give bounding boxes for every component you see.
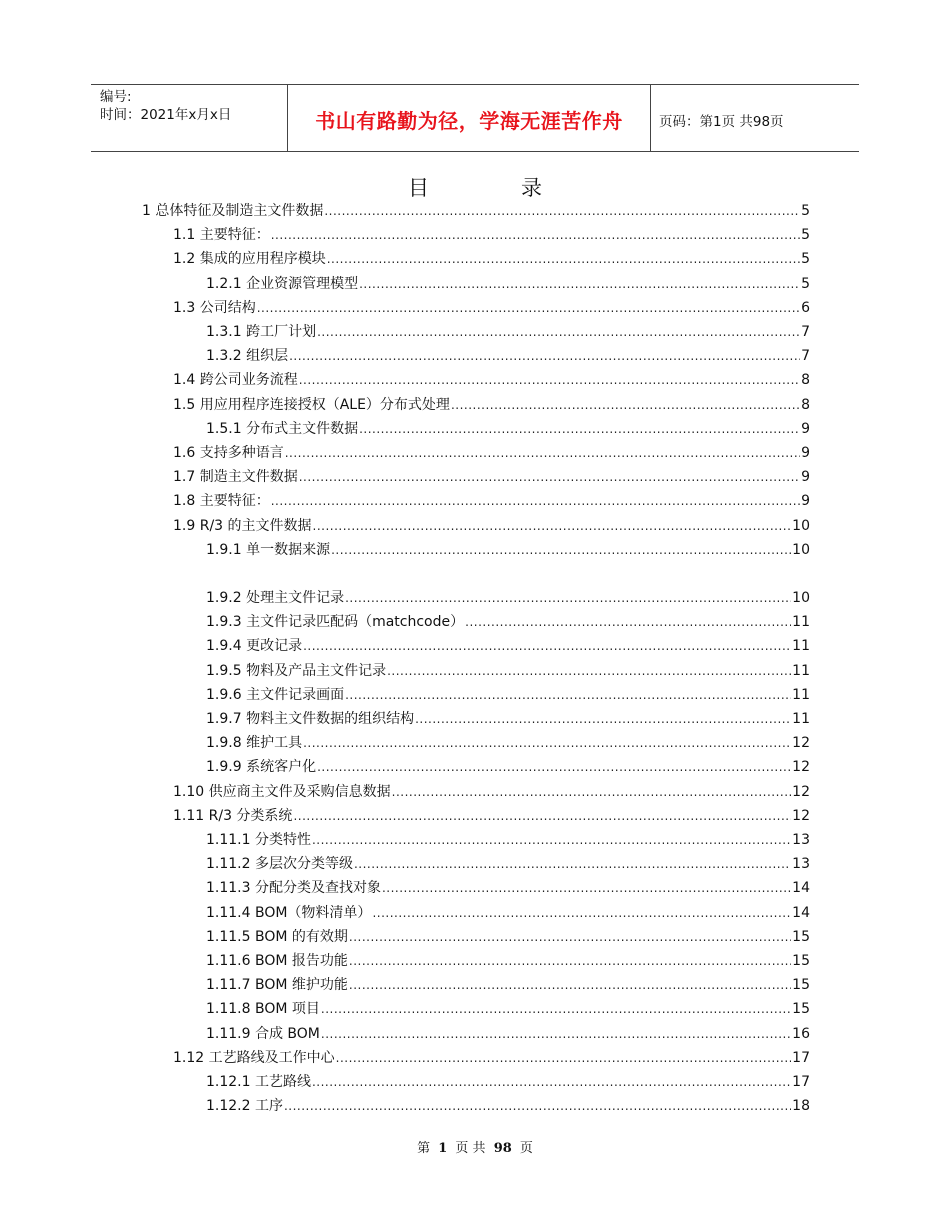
toc-entry-title: 1.11.9 合成 BOM [206, 1025, 320, 1042]
toc-entry-page: 9 [801, 493, 810, 510]
toc-entry-page: 13 [792, 856, 810, 873]
toc-entry-page: 14 [792, 904, 810, 921]
toc-entry-title: 1.5 用应用程序连接授权（ALE）分布式处理 [173, 396, 450, 413]
toc-entry-page: 11 [792, 686, 810, 703]
toc-entry-title: 1.3.1 跨工厂计划 [206, 324, 317, 340]
toc-dot-leader [312, 1073, 791, 1091]
toc-entry[interactable] [206, 587, 810, 607]
toc-entry-title: 1.9.4 更改记录 [206, 638, 303, 655]
toc-entry[interactable] [206, 902, 810, 922]
toc-entry[interactable] [173, 466, 810, 486]
toc-dot-leader [336, 1049, 792, 1067]
toc-entry-page: 5 [801, 227, 810, 244]
toc-entry-page: 14 [792, 880, 810, 897]
toc-dot-leader [303, 734, 791, 752]
toc-entry-page: 15 [792, 977, 810, 994]
toc-entry[interactable] [173, 490, 810, 510]
toc-entry-page: 16 [792, 1025, 810, 1042]
toc-entry-title: 1.2 集成的应用程序模块 [173, 251, 326, 268]
toc-entry[interactable] [206, 418, 810, 438]
toc-entry[interactable] [206, 877, 810, 897]
toc-entry-title: 1.9.3 主文件记录匹配码（matchcode） [206, 614, 465, 631]
toc-entry-title: 1.9 R/3 的主文件数据 [173, 517, 312, 534]
toc-dot-leader [382, 879, 791, 897]
toc-dot-leader [271, 492, 800, 510]
toc-entry-page: 7 [801, 324, 810, 340]
toc-entry-page: 9 [801, 469, 810, 486]
page-info: 页码：第1页 共98页 [659, 114, 784, 130]
toc-dot-leader [392, 783, 792, 801]
toc-entry-title: 1.12 工艺路线及工作中心 [173, 1049, 335, 1066]
toc-dot-leader [313, 517, 792, 535]
toc-entry[interactable] [173, 1047, 810, 1067]
toc-dot-leader [321, 1000, 791, 1018]
toc-entry[interactable] [206, 321, 810, 341]
toc-dot-leader [372, 904, 791, 922]
date-label: 时间：2021年x月x日 [100, 107, 232, 123]
toc-entry-page: 17 [792, 1049, 810, 1066]
serial-number-label: 编号: [100, 89, 132, 105]
toc-entry-title: 1.5.1 分布式主文件数据 [206, 420, 359, 437]
toc-dot-leader [324, 202, 800, 220]
footer-prefix: 第 [417, 1141, 431, 1156]
toc-entry-title: 1.9.5 物料及产品主文件记录 [206, 662, 387, 679]
toc-entry-page: 11 [792, 638, 810, 655]
toc-dot-leader [317, 758, 791, 776]
toc-title-char-1: 目 [408, 176, 429, 200]
toc-entry[interactable] [206, 926, 810, 946]
toc-entry-title: 1.3.2 组织层 [206, 348, 289, 365]
toc-entry-title: 1.4 跨公司业务流程 [173, 372, 298, 389]
toc-entry-title: 1.11.2 多层次分类等级 [206, 856, 353, 873]
toc-entry-title: 1.1 主要特征： [173, 227, 270, 244]
toc-entry[interactable] [206, 345, 810, 365]
toc-entry-page: 15 [792, 928, 810, 945]
toc-entry-title: 1.11.1 分类特性 [206, 832, 311, 848]
toc-entry-title: 1.9.1 单一数据来源 [206, 541, 331, 558]
toc-entry-title: 1.8 主要特征： [173, 493, 270, 510]
toc-entry[interactable] [206, 950, 810, 970]
toc-dot-leader [349, 928, 791, 946]
toc-dot-leader [257, 299, 800, 317]
toc-dot-leader [451, 396, 800, 414]
toc-entry-title: 1.9.2 处理主文件记录 [206, 590, 345, 606]
toc-dot-leader [345, 589, 791, 607]
toc-dot-leader [331, 541, 791, 559]
toc-entry-page: 10 [792, 541, 810, 558]
toc-entry[interactable] [206, 732, 810, 752]
toc-entry-page: 10 [792, 590, 810, 606]
toc-entry[interactable] [173, 805, 810, 825]
toc-entry-title: 1.11 R/3 分类系统 [173, 807, 293, 824]
toc-entry-title: 1.9.6 主文件记录画面 [206, 686, 345, 703]
toc-dot-leader [387, 662, 791, 680]
toc-dot-leader [327, 250, 800, 268]
toc-entry-title: 1.7 制造主文件数据 [173, 469, 298, 486]
toc-dot-leader [285, 444, 800, 462]
toc-entry-page: 17 [792, 1074, 810, 1090]
toc-entry[interactable] [206, 611, 810, 631]
toc-entry[interactable] [206, 829, 810, 849]
toc-entry-page: 12 [792, 807, 810, 824]
toc-dot-leader [317, 323, 800, 341]
toc-entry-page: 7 [801, 348, 810, 365]
toc-entry-page: 8 [801, 372, 810, 389]
toc-entry-title: 1.11.4 BOM（物料清单） [206, 904, 372, 921]
toc-entry-page: 11 [792, 711, 810, 727]
toc-entry[interactable] [173, 442, 810, 462]
toc-entry[interactable] [206, 974, 810, 994]
toc-dot-leader [299, 468, 800, 486]
toc-dot-leader [299, 371, 800, 389]
footer-page-number: 1 [438, 1141, 448, 1156]
toc-entry[interactable] [173, 515, 810, 535]
toc-entry-title: 1.11.3 分配分类及查找对象 [206, 880, 381, 897]
toc-dot-leader [349, 952, 791, 970]
toc-dot-leader [289, 347, 800, 365]
toc-entry-title: 1.12.1 工艺路线 [206, 1074, 311, 1090]
toc-entry-page: 12 [792, 783, 810, 800]
toc-dot-leader [284, 1097, 791, 1115]
toc-dot-leader [359, 420, 800, 438]
toc-entry[interactable] [173, 248, 810, 268]
toc-entry-title: 1.11.7 BOM 维护功能 [206, 977, 348, 994]
toc-entry-page: 12 [792, 759, 810, 776]
toc-dot-leader [349, 976, 791, 994]
toc-dot-leader [354, 855, 791, 873]
toc-entry-page: 11 [792, 662, 810, 679]
toc-entry-page: 5 [801, 275, 810, 292]
toc-entry-title: 1.10 供应商主文件及采购信息数据 [173, 783, 391, 800]
toc-entry[interactable] [173, 369, 810, 389]
toc-entry-title: 1.11.6 BOM 报告功能 [206, 953, 348, 969]
toc-entry[interactable] [206, 1023, 810, 1043]
toc-entry-title: 1.3 公司结构 [173, 299, 256, 316]
toc-entry[interactable] [206, 756, 810, 776]
toc-entry-title: 1.2.1 企业资源管理模型 [206, 275, 359, 292]
toc-entry[interactable] [173, 394, 810, 414]
toc-entry[interactable] [173, 224, 810, 244]
toc-dot-leader [359, 275, 800, 293]
toc-entry[interactable] [206, 1071, 810, 1091]
toc-entry-page: 11 [792, 614, 810, 631]
footer-total-pages: 98 [493, 1141, 512, 1156]
toc-entry[interactable] [173, 297, 810, 317]
toc-entry[interactable] [206, 635, 810, 655]
toc-entry[interactable] [206, 539, 810, 559]
toc-entry-title: 1 总体特征及制造主文件数据 [142, 203, 324, 219]
toc-dot-leader [303, 637, 791, 655]
footer-suffix: 页 [519, 1141, 533, 1156]
toc-entry-title: 1.9.8 维护工具 [206, 735, 303, 752]
toc-entry-page: 15 [792, 953, 810, 969]
toc-entry-page: 9 [801, 420, 810, 437]
toc-entry-page: 9 [801, 445, 810, 461]
toc-entry[interactable] [206, 660, 810, 680]
toc-dot-leader [312, 831, 791, 849]
toc-dot-leader [271, 226, 800, 244]
toc-entry-title: 1.12.2 工序 [206, 1098, 283, 1115]
toc-dot-leader [321, 1025, 791, 1043]
toc-entry[interactable] [206, 273, 810, 293]
toc-entry[interactable] [142, 200, 810, 220]
page-footer [0, 1137, 950, 1156]
footer-middle: 页 共 [455, 1141, 486, 1156]
toc-entry-page: 8 [801, 396, 810, 413]
toc-entry-page: 18 [792, 1098, 810, 1115]
toc-dot-leader [345, 686, 791, 704]
toc-entry-page: 6 [801, 299, 810, 316]
toc-entry-page: 10 [792, 517, 810, 534]
toc-entry-page: 5 [801, 251, 810, 268]
toc-dot-leader [293, 807, 791, 825]
toc-entry-page: 5 [801, 203, 810, 219]
toc-entry[interactable] [206, 708, 810, 728]
toc-entry[interactable] [206, 998, 810, 1018]
toc-dot-leader [415, 710, 791, 728]
motto-text: 书山有路勤为径，学海无涯苦作舟 [315, 109, 623, 133]
toc-entry-title: 1.9.7 物料主文件数据的组织结构 [206, 711, 415, 727]
toc-entry-title: 1.6 支持多种语言 [173, 445, 284, 461]
toc-entry-page: 13 [792, 832, 810, 848]
toc-entry[interactable] [206, 1095, 810, 1115]
toc-dot-leader [465, 613, 791, 631]
toc-entry-page: 15 [792, 1001, 810, 1018]
toc-entry-page: 12 [792, 735, 810, 752]
toc-entry[interactable] [173, 781, 810, 801]
toc-title-char-2: 录 [521, 176, 542, 200]
toc-entry[interactable] [206, 684, 810, 704]
toc-entry[interactable] [206, 853, 810, 873]
toc-entry-title: 1.9.9 系统客户化 [206, 759, 317, 776]
toc-entry-title: 1.11.8 BOM 项目 [206, 1001, 320, 1018]
toc-entry-title: 1.11.5 BOM 的有效期 [206, 928, 348, 945]
